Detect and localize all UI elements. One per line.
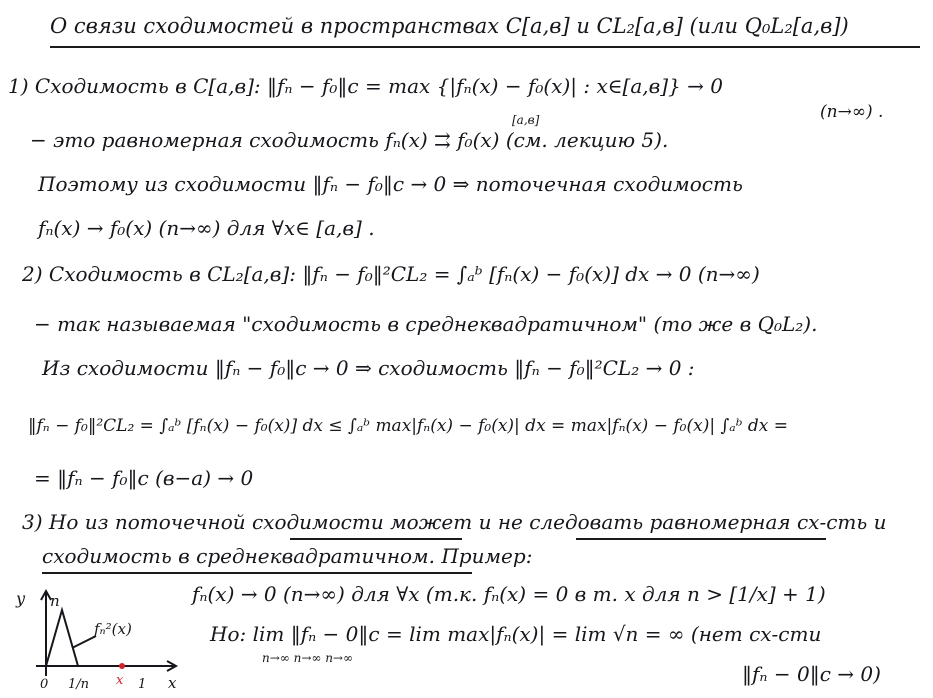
fn-squared-label: fₙ²(x) xyxy=(94,620,132,638)
page-title: О связи сходимостей в пространствах C[a,в] и CL₂[a,в] (или Q₀L₂[a,в]) xyxy=(50,14,849,38)
s3-underline-2 xyxy=(576,538,826,540)
s3-line1: 3) Но из поточечной сходимости может и не следовать равномерная сх-сть и xyxy=(22,510,887,534)
example-graph xyxy=(10,584,190,696)
s3-underline-1 xyxy=(290,538,462,540)
s2-line4: ‖fₙ − f₀‖²CL₂ = ∫ₐᵇ [fₙ(x) − f₀(x)] dx ≤ ∫ₐᵇ max|fₙ(x) − f₀(x)| dx = max|fₙ(x) − f₀(x)| ∫ₐᵇ dx = xyxy=(28,416,789,436)
s1-line2: − это равномерная сходимость fₙ(x) ⇉ f₀(x) (см. лекцию 5). xyxy=(30,128,669,152)
s1-line3: Поэтому из сходимости ‖fₙ − f₀‖c → 0 ⇒ поточечная сходимость xyxy=(38,172,743,196)
origin-label: 0 xyxy=(40,677,49,692)
x-axis-label: x xyxy=(168,674,177,692)
s2-line1: 2) Сходимость в CL₂[a,в]: ‖fₙ − f₀‖²CL₂ = ∫ₐᵇ [fₙ(x) − f₀(x)] dx → 0 (n→∞) xyxy=(22,262,760,286)
point-x-marker xyxy=(119,663,125,669)
s3-line2: сходимость в среднеквадратичном. Пример: xyxy=(42,544,533,568)
y-axis-label: y xyxy=(16,589,26,608)
tick-x-label: x xyxy=(116,673,124,688)
s2-line5: = ‖fₙ − f₀‖c (в−a) → 0 xyxy=(34,466,254,490)
tick-1n-label: 1/n xyxy=(68,677,90,692)
title-underline xyxy=(50,46,920,48)
graph-curve xyxy=(46,610,122,666)
tick-1-label: 1 xyxy=(138,677,147,692)
s2-line2: − так называемая "сходимость в среднеквадратичном" (то же в Q₀L₂). xyxy=(34,312,818,336)
s1-line1: 1) Сходимость в C[a,в]: ‖fₙ − f₀‖c = max {|fₙ(x) − f₀(x)| : x∈[a,в]} → 0 xyxy=(8,74,723,98)
s3-underline-3 xyxy=(42,572,472,574)
s3-line4: Но: lim ‖fₙ − 0‖c = lim max|fₙ(x)| = lim √n = ∞ (нет сх-сти xyxy=(210,622,822,646)
s1-line1b: (n→∞) . xyxy=(820,102,884,122)
s1-line2-sup: [a,в] xyxy=(512,113,540,127)
s3-line4-sub: n→∞ n→∞ n→∞ xyxy=(262,651,353,665)
s2-line3: Из сходимости ‖fₙ − f₀‖c → 0 ⇒ сходимость ‖fₙ − f₀‖²CL₂ → 0 : xyxy=(42,356,695,380)
s3-line5: ‖fₙ − 0‖c → 0) xyxy=(742,662,881,686)
s1-line4: fₙ(x) → f₀(x) (n→∞) для ∀x∈ [a,в] . xyxy=(38,216,375,240)
fn-triangle xyxy=(46,610,78,666)
peak-n-label: n xyxy=(50,592,60,610)
fn-label-pointer xyxy=(72,636,96,648)
s3-line3: fₙ(x) → 0 (n→∞) для ∀x (т.к. fₙ(x) = 0 в т. x для n > [1/x] + 1) xyxy=(192,582,826,606)
